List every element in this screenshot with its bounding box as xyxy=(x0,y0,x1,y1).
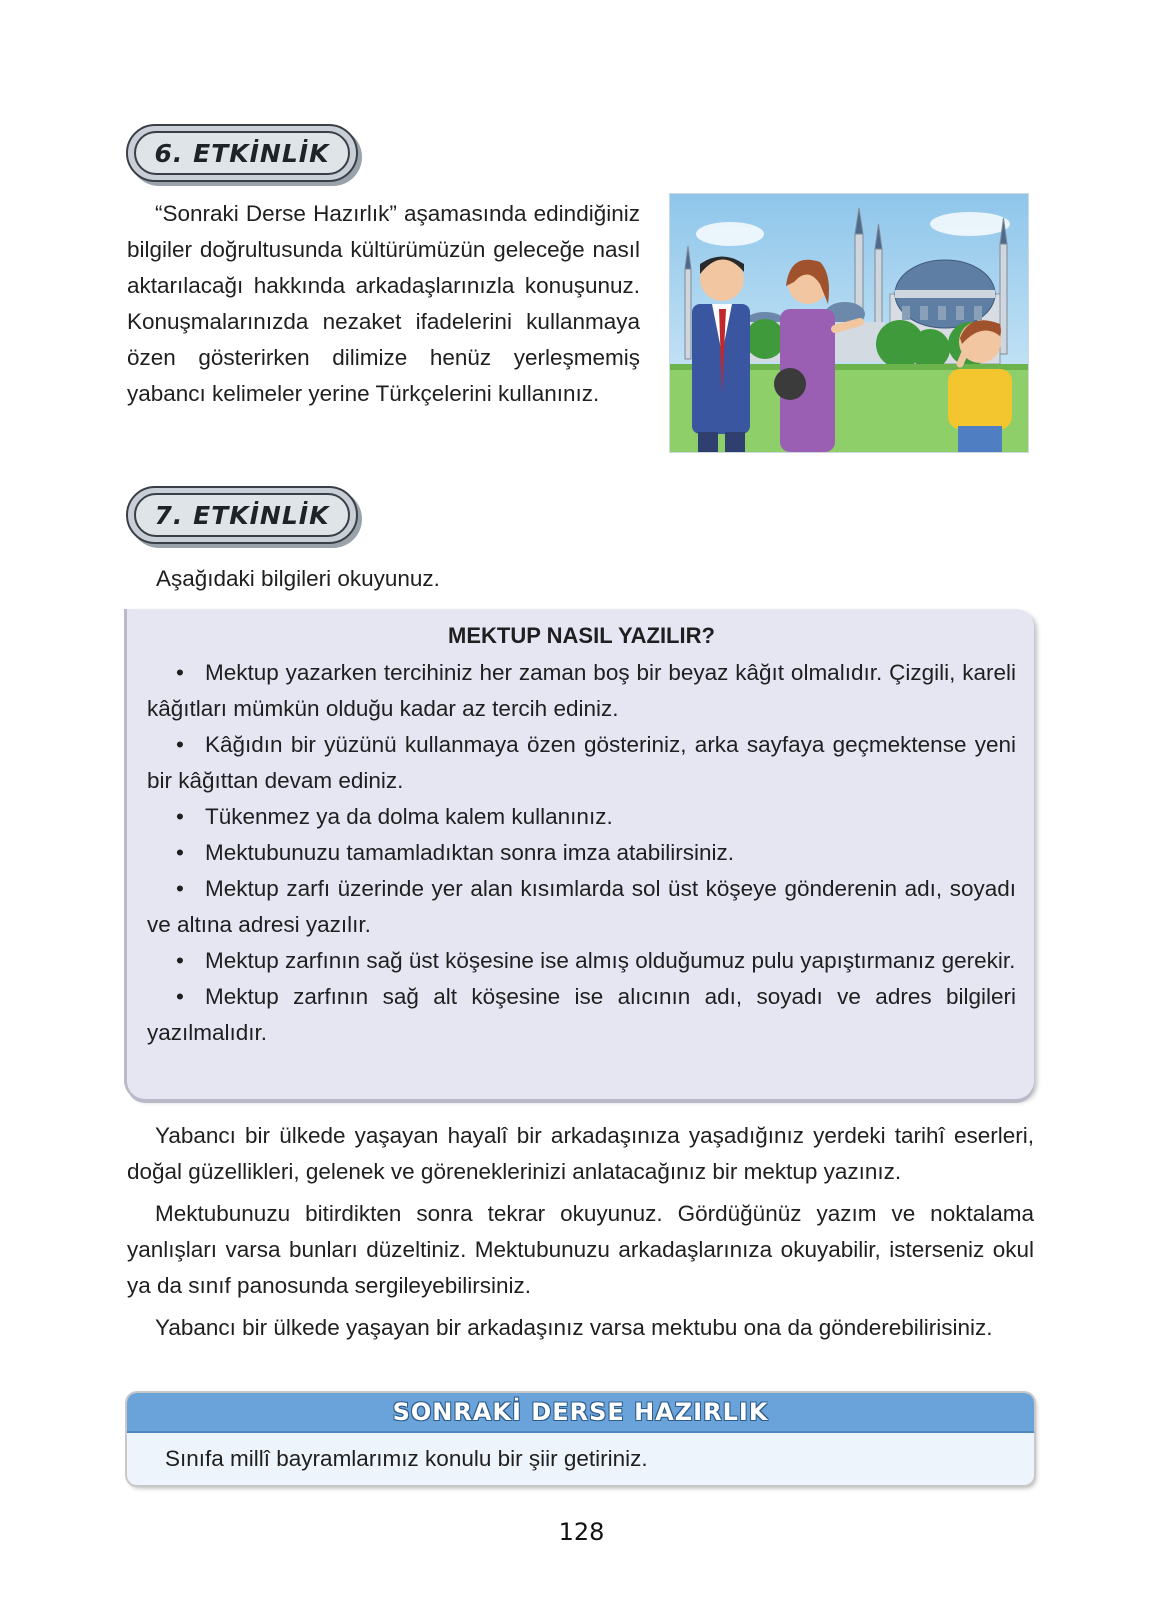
activity-7-badge xyxy=(126,486,358,544)
info-bullet xyxy=(147,727,1016,799)
info-bullet-text: Mektup zarfının sağ üst köşesine ise almış olduğumuz pulu yapıştırmanız gerekir. xyxy=(205,948,1016,973)
mosque-family-illustration xyxy=(669,193,1029,453)
bullet-dot: • xyxy=(176,876,184,901)
info-bullet xyxy=(147,871,1016,943)
info-bullet xyxy=(147,943,1016,979)
activity-7-badge-label: 7. ETKİNLİK xyxy=(154,500,330,530)
info-bullet-text: Mektup zarfının sağ alt köşesine ise alıcının adı, soyadı ve adres bilgileri yazılmalıdır. xyxy=(147,984,1016,1045)
info-bullet-text: Kâğıdın bir yüzünü kullanmaya özen gösteriniz, arka sayfaya geçmektense yeni bir kâğıttan devam ediniz. xyxy=(147,732,1016,793)
info-bullet xyxy=(147,835,1016,871)
info-bullet xyxy=(147,799,1016,835)
info-box-title: MEKTUP NASIL YAZILIR? xyxy=(448,623,715,648)
bullet-dot: • xyxy=(176,984,184,1009)
send-letter-paragraph: Yabancı bir ülkede yaşayan bir arkadaşınız varsa mektubu ona da gönderebilirisiniz. xyxy=(155,1315,993,1340)
bullet-dot: • xyxy=(176,660,184,685)
info-bullet xyxy=(147,655,1016,727)
proofread-paragraph: Mektubunuzu bitirdikten sonra tekrar okuyunuz. Gördüğünüz yazım ve noktalama yanlışları varsa bunları düzeltiniz. Mektubunuzu arkadaşlarınıza okuyabilir, isterseniz okul ya da sınıf panosunda sergileyebilirsiniz. xyxy=(127,1201,1034,1298)
illustration-svg xyxy=(670,194,1028,452)
bullet-dot: • xyxy=(176,804,184,829)
info-bullet-text: Mektup yazarken tercihiniz her zaman boş bir beyaz kâğıt olmalıdır. Çizgili, kareli kâğıtları mümkün olduğu kadar az tercih ediniz. xyxy=(147,660,1016,721)
letter-writing-info-box xyxy=(127,609,1034,1099)
activity-6-badge xyxy=(126,124,358,182)
info-bullet-text: Tükenmez ya da dolma kalem kullanınız. xyxy=(205,804,613,829)
activity-6-badge-label: 6. ETKİNLİK xyxy=(154,138,330,168)
bullet-dot: • xyxy=(176,948,184,973)
page-number: 128 xyxy=(558,1518,605,1546)
info-bullet-text: Mektubunuzu tamamladıktan sonra imza atabilirsiniz. xyxy=(205,840,734,865)
next-lesson-title: SONRAKİ DERSE HAZIRLIK xyxy=(392,1398,769,1426)
bullet-dot: • xyxy=(176,840,184,865)
next-lesson-text: Sınıfa millî bayramlarımız konulu bir şiir getiriniz. xyxy=(165,1446,648,1471)
bullet-dot: • xyxy=(176,732,184,757)
activity-6-paragraph: “Sonraki Derse Hazırlık” aşamasında edindiğiniz bilgiler doğrultusunda kültürümüzün geleceğe nasıl aktarılacağı hakkında arkadaşlarınızla konuşunuz. Konuşmalarınızda nezaket ifadelerini kullanmaya özen gösterirken dilimize henüz yerleşmemiş yabancı kelimeler yerine Türkçelerini kullanınız. xyxy=(127,201,640,406)
activity-7-badge-inner xyxy=(134,493,350,537)
info-bullet xyxy=(147,979,1016,1051)
info-bullet-text: Mektup zarfı üzerinde yer alan kısımlarda sol üst köşeye gönderenin adı, soyadı ve altına adresi yazılır. xyxy=(147,876,1016,937)
activity-7-intro: Aşağıdaki bilgileri okuyunuz. xyxy=(156,566,440,591)
next-lesson-box xyxy=(127,1393,1034,1485)
letter-task-paragraph: Yabancı bir ülkede yaşayan hayalî bir arkadaşınıza yaşadığınız yerdeki tarihî eserleri, doğal güzellikleri, gelenek ve göreneklerinizi anlatacağınız bir mektup yazınız. xyxy=(127,1123,1034,1184)
activity-6-badge-inner xyxy=(134,131,350,175)
next-lesson-header xyxy=(127,1393,1034,1433)
